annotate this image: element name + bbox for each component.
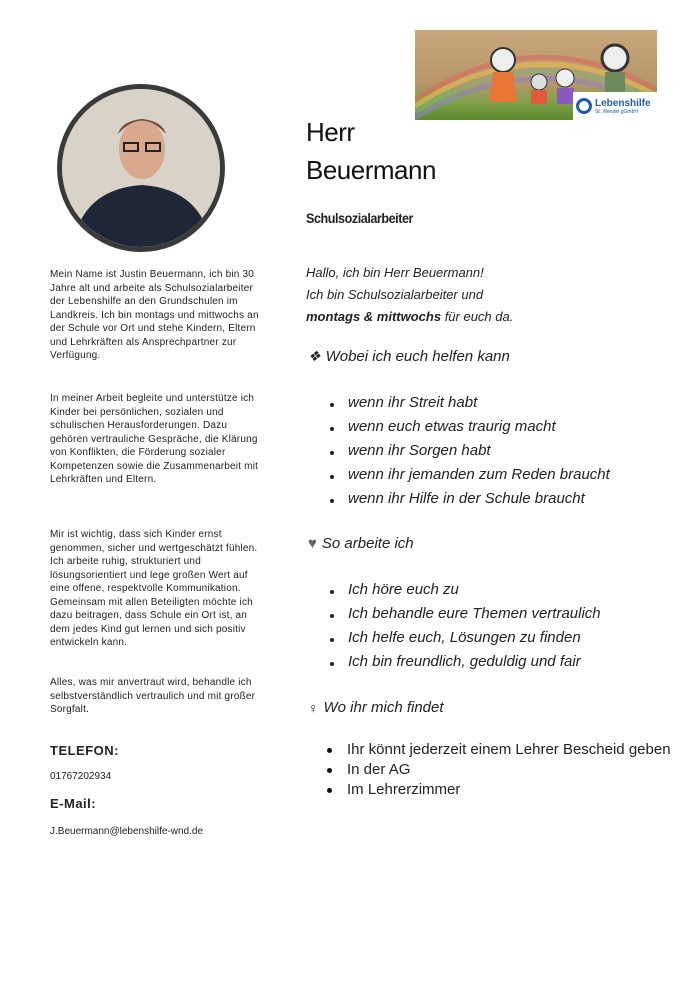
lebenshilfe-logo	[573, 92, 657, 120]
list-item: Ich helfe euch, Lösungen zu finden	[330, 626, 601, 650]
logo-name: Lebenshilfe	[595, 97, 651, 109]
logo-sub: St. Wendel gGmbH	[595, 108, 638, 115]
list-item: Im Lehrerzimmer	[327, 780, 672, 800]
bio-paragraph-4: Alles, was mir anvertraut wird, behandle ich selbstverständlich vertraulich und mit großer Sorgfalt.	[50, 677, 256, 715]
phone-number[interactable]: 01767202934	[50, 771, 112, 782]
bio-paragraph-2: In meiner Arbeit begleite und unterstütze ich Kinder bei persönlichen, sozialen und schulischen Herausforderungen. Dazu gehören vertrauliche Gespräche, die Klärung von Konflikten, die Förderung sozialer Kompetenzen sowie die Zusammenarbeit mit Lehrkräften und Eltern.	[50, 393, 259, 485]
section-title: Wobei ich euch helfen kann	[325, 348, 510, 365]
intro-line3	[306, 306, 513, 328]
location-pin-icon: ♀	[308, 699, 319, 716]
heart-icon: ♥	[308, 535, 317, 552]
location-list	[327, 740, 672, 800]
lebenshilfe-logo-icon	[576, 98, 592, 114]
email-address[interactable]: J.Beuermann@lebenshilfe-wnd.de	[50, 826, 204, 837]
work-list	[330, 578, 601, 674]
list-item: Ich höre euch zu	[330, 578, 601, 602]
list-item: wenn ihr Streit habt	[330, 391, 610, 415]
list-item: Ich behandle eure Themen vertraulich	[330, 602, 601, 626]
intro-line3-rest: für euch da.	[441, 309, 514, 324]
phone-label: TELEFON:	[50, 743, 119, 758]
section-heading-location	[308, 699, 444, 716]
intro-line2: Ich bin Schulsozialarbeiter und	[306, 287, 484, 302]
header-banner-image	[415, 30, 657, 120]
list-item: wenn euch etwas traurig macht	[330, 415, 610, 439]
email-label: E-Mail:	[50, 796, 97, 811]
section-title: So arbeite ich	[321, 535, 414, 552]
section-title: Wo ihr mich findet	[323, 699, 444, 716]
intro-line1: Hallo, ich bin Herr Beuermann!	[306, 265, 484, 280]
bio-paragraph-1: Mein Name ist Justin Beuermann, ich bin 30 Jahre alt und arbeite als Schulsozialarbeiter der Lebenshilfe an den Grundschulen im Landkreis. Ich bin montags und mittwochs an der Schule vor Ort und stehe Kindern, Eltern und Lehrkräften als Ansprechpartner zur Verfügung.	[50, 269, 259, 361]
list-item: Ich bin freundlich, geduldig und fair	[330, 650, 601, 674]
list-item: wenn ihr Hilfe in der Schule braucht	[330, 487, 610, 511]
intro-text	[306, 262, 513, 328]
profile-photo	[57, 84, 225, 252]
portrait-placeholder	[62, 89, 220, 247]
bio-paragraph-3: Mir ist wichtig, dass sich Kinder ernst genommen, sicher und wertgeschätzt fühlen. Ich arbeite ruhig, strukturiert und lösungsorientiert und lege großen Wert auf eine offene, respektvolle Kommunikation. Gemeinsam mit allen Beteiligten möchte ich dazu beitragen, dass Schule ein Ort ist, an dem jedes Kind gut lernen und sich positiv entwickeln kann.	[50, 529, 258, 648]
job-title: Schulsozialarbeiter	[306, 210, 414, 226]
puzzle-icon: ❖	[308, 348, 321, 364]
list-item: Ihr könnt jederzeit einem Lehrer Bescheid geben	[327, 740, 672, 760]
list-item: wenn ihr Sorgen habt	[330, 439, 610, 463]
page-title-line1: Herr	[306, 117, 355, 147]
section-heading-help	[308, 348, 510, 365]
help-list	[330, 391, 610, 511]
list-item: wenn ihr jemanden zum Reden braucht	[330, 463, 610, 487]
list-item: In der AG	[327, 760, 672, 780]
intro-days: montags & mittwochs	[306, 309, 442, 324]
section-heading-work	[308, 535, 414, 552]
page-title-line2: Beuermann	[306, 155, 436, 185]
